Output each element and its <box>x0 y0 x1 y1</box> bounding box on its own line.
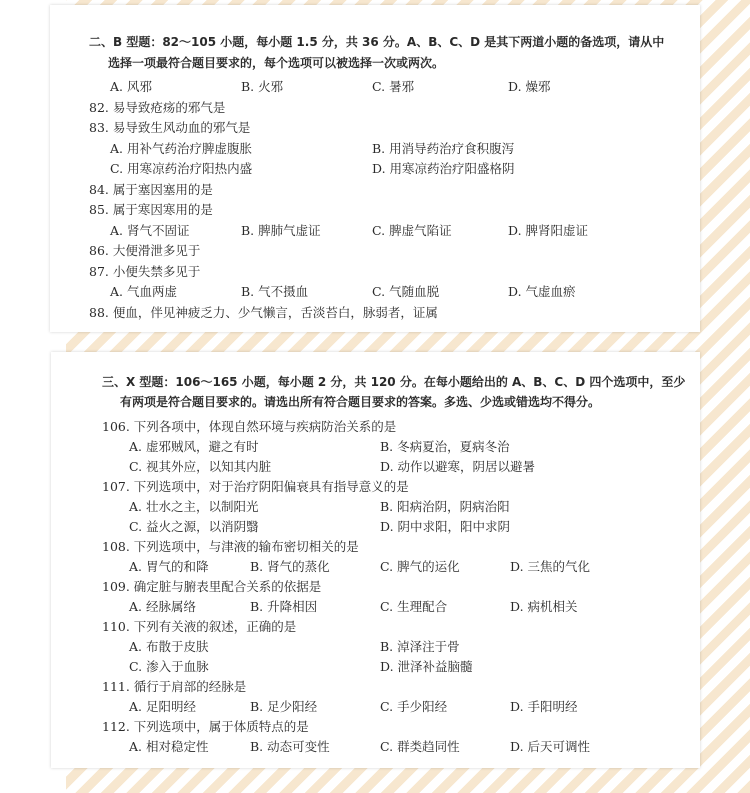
answer-option: C. 生理配合 <box>380 599 448 614</box>
answer-option: C. 脾虚气陷证 <box>372 222 452 238</box>
answer-option: A. 胃气的和降 <box>129 559 209 574</box>
question-stem <box>50 98 700 118</box>
section-header-line: 二、B 型题：82～105 小题，每小题 1.5 分，共 36 分。A、B、C、D 是其下两道小题的备选项，请从中 <box>89 35 665 49</box>
answer-option: B. 用消导药治疗食积腹泻 <box>372 140 515 156</box>
question-stem <box>51 717 700 737</box>
answer-option: C. 脾气的运化 <box>380 559 460 574</box>
option-row <box>51 557 700 577</box>
question-text: 82. 易导致疮疡的邪气是 <box>89 99 226 115</box>
answer-option: A. 相对稳定性 <box>129 739 209 754</box>
answer-option: C. 气随血脱 <box>372 284 440 299</box>
answer-option: B. 淖泽注于骨 <box>380 639 460 654</box>
question-stem <box>51 417 700 437</box>
question-text: 84. 属于塞因塞用的是 <box>89 181 213 197</box>
answer-option: A. 用补气药治疗脾虚腹胀 <box>110 140 252 156</box>
answer-option: C. 用寒凉药治疗阳热内盛 <box>110 161 253 176</box>
question-text: 106. 下列各项中，体现自然环境与疾病防治关系的是 <box>102 419 397 434</box>
question-stem <box>50 118 700 138</box>
answer-option: A. 布散于皮肤 <box>129 639 209 654</box>
answer-option: D. 脾肾阳虚证 <box>508 222 589 238</box>
option-row <box>50 139 700 159</box>
option-row <box>51 497 700 517</box>
section-header-line: 三、X 型题：106～165 小题，每小题 2 分，共 120 分。在每小题给出的 A、B、C、D 四个选项中，至少 <box>102 375 686 389</box>
question-stem <box>50 180 700 200</box>
question-text: 88. 便血，伴见神疲乏力、少气懒言，舌淡苔白，脉弱者，证属 <box>89 304 438 320</box>
question-text: 112. 下列选项中，属于体质特点的是 <box>102 719 309 734</box>
option-row <box>51 657 700 677</box>
answer-option: B. 火邪 <box>241 79 284 94</box>
answer-option: C. 暑邪 <box>372 79 415 94</box>
answer-option: A. 风邪 <box>110 79 152 94</box>
answer-option: D. 气虚血瘀 <box>508 284 576 299</box>
question-stem <box>51 537 700 557</box>
answer-option: D. 燥邪 <box>508 79 551 94</box>
answer-option: D. 阴中求阳，阳中求阴 <box>380 519 511 534</box>
question-text: 109. 确定脏与腑表里配合关系的依据是 <box>102 579 322 594</box>
option-row <box>51 437 700 457</box>
answer-option: D. 病机相关 <box>510 599 578 614</box>
answer-option: B. 气不摄血 <box>241 284 309 299</box>
answer-option: C. 群类趋同性 <box>380 739 460 754</box>
question-text: 110. 下列有关液的叙述，正确的是 <box>102 619 297 634</box>
answer-option: D. 后天可调性 <box>510 739 591 754</box>
answer-option: B. 动态可变性 <box>250 739 330 754</box>
answer-option: C. 益火之源，以消阴翳 <box>129 519 259 534</box>
answer-option: C. 渗入于血脉 <box>129 659 209 674</box>
question-stem <box>50 303 700 323</box>
option-row <box>50 77 700 97</box>
option-row <box>50 282 700 302</box>
answer-option: C. 手少阳经 <box>380 699 448 714</box>
option-row <box>51 517 700 537</box>
answer-option: B. 升降相因 <box>250 599 318 614</box>
question-card-section-3 <box>51 352 700 768</box>
question-text: 83. 易导致生风动血的邪气是 <box>89 120 251 135</box>
answer-option: A. 肾气不固证 <box>110 222 190 238</box>
question-stem <box>50 241 700 261</box>
question-text: 107. 下列选项中，对于治疗阴阳偏衰具有指导意义的是 <box>102 479 409 494</box>
question-stem <box>50 262 700 282</box>
question-stem <box>51 577 700 597</box>
question-stem <box>51 677 700 697</box>
answer-option: A. 虚邪贼风，避之有时 <box>129 439 259 454</box>
answer-option: C. 视其外应，以知其内脏 <box>129 459 272 474</box>
option-row <box>51 737 700 757</box>
option-row <box>51 637 700 657</box>
answer-option: D. 动作以避寒，阴居以避暑 <box>380 459 536 474</box>
question-stem <box>50 200 700 220</box>
answer-option: B. 阳病治阴，阴病治阳 <box>380 499 510 514</box>
section-header-line: 有两项是符合题目要求的。请选出所有符合题目要求的答案。多选、少选或错选均不得分。 <box>120 395 601 409</box>
answer-option: D. 泄泽补益脑髓 <box>380 659 473 674</box>
answer-option: D. 用寒凉药治疗阳盛格阴 <box>372 161 515 176</box>
question-text: 87. 小便失禁多见于 <box>89 263 201 279</box>
answer-option: D. 手阳明经 <box>510 699 578 714</box>
answer-option: A. 足阳明经 <box>129 699 196 714</box>
question-card-section-2 <box>50 5 700 332</box>
question-stem <box>51 617 700 637</box>
answer-option: D. 三焦的气化 <box>510 559 591 574</box>
option-row <box>51 597 700 617</box>
answer-option: A. 气血两虚 <box>110 284 177 299</box>
answer-option: A. 壮水之主，以制阳光 <box>129 499 259 514</box>
answer-option: B. 脾肺气虚证 <box>241 222 321 238</box>
option-row <box>51 697 700 717</box>
answer-option: A. 经脉属络 <box>129 599 196 614</box>
question-text: 111. 循行于肩部的经脉是 <box>102 679 247 694</box>
answer-option: B. 肾气的蒸化 <box>250 559 330 574</box>
answer-option: B. 冬病夏治，夏病冬治 <box>380 439 510 454</box>
option-row <box>50 159 700 179</box>
section-header-line: 选择一项最符合题目要求的，每个选项可以被选择一次或两次。 <box>108 55 445 70</box>
option-row <box>51 457 700 477</box>
option-row <box>50 221 700 241</box>
question-text: 85. 属于寒因寒用的是 <box>89 202 213 217</box>
question-text: 108. 下列选项中，与津液的输布密切相关的是 <box>102 539 359 554</box>
answer-option: B. 足少阳经 <box>250 699 318 714</box>
question-text: 86. 大便滑泄多见于 <box>89 243 201 258</box>
question-stem <box>51 477 700 497</box>
